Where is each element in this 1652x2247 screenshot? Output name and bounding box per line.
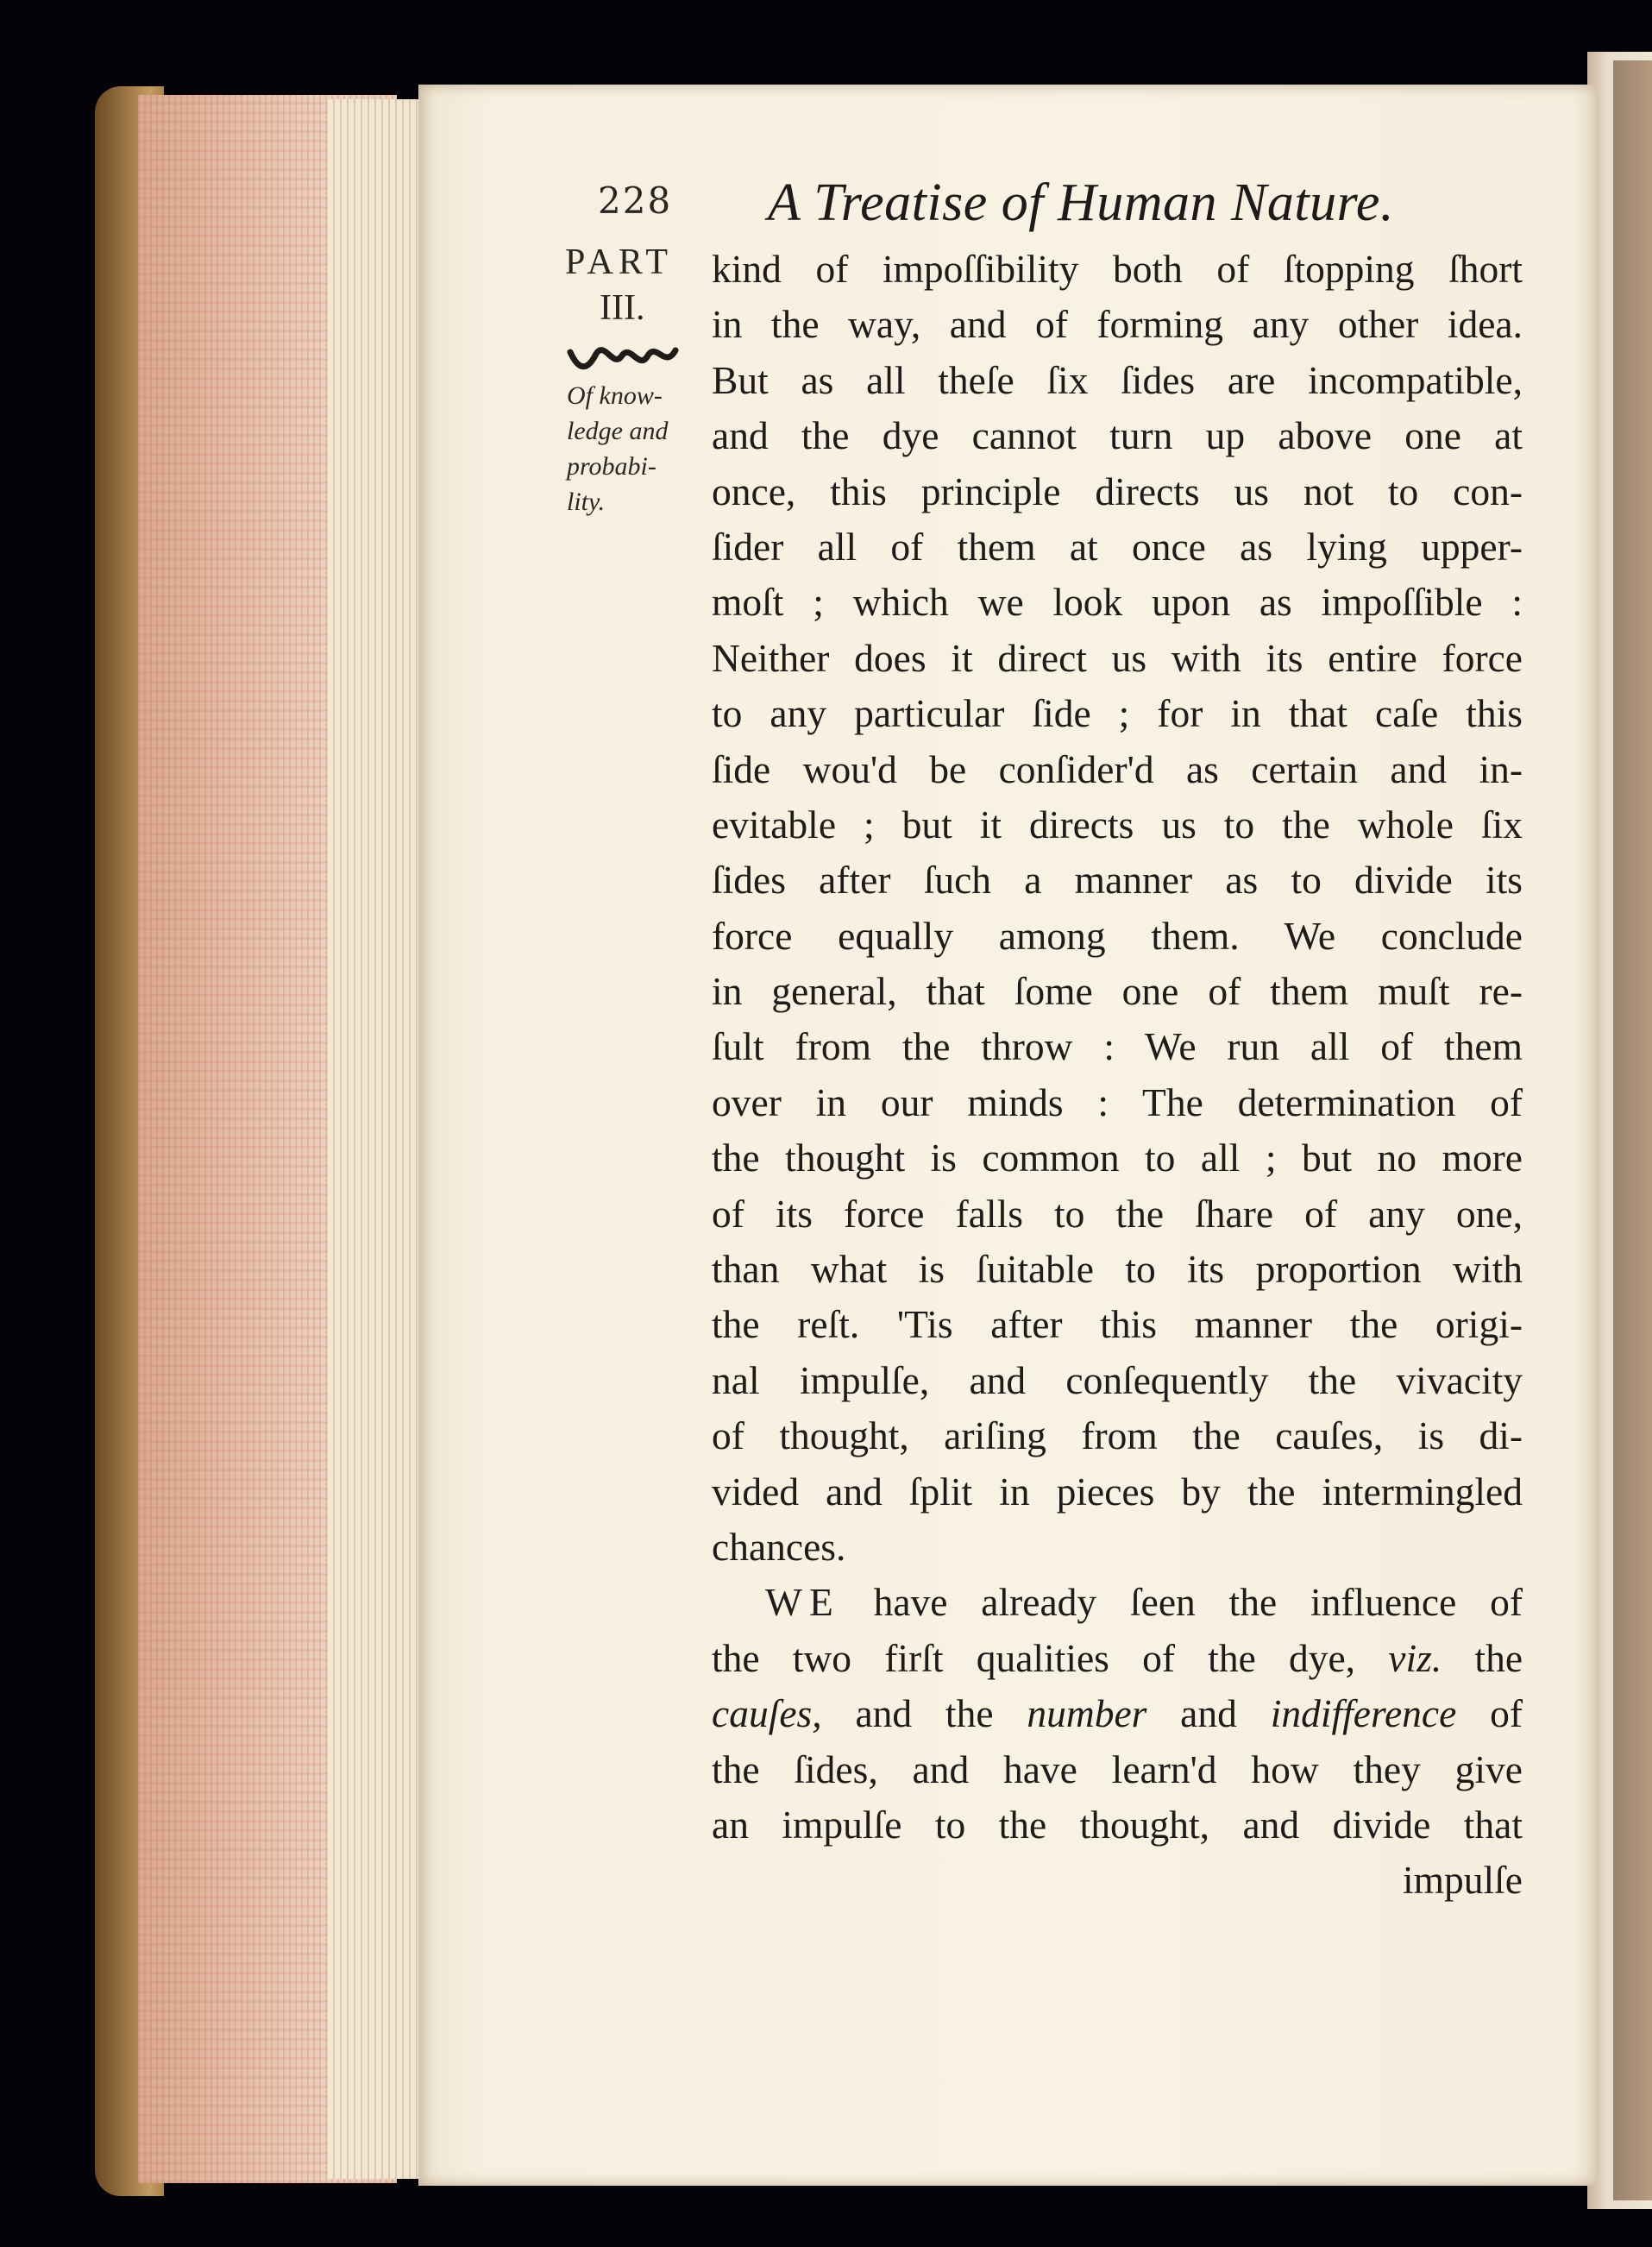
book-page [418,85,1596,2186]
right-cover-edge [1613,60,1652,2200]
text-line: ſider all of them at once as lying upper- [712,524,1523,569]
text-line [712,1631,1523,1686]
margin-note-line: lity. [567,488,606,516]
text-line: kind of impoſſibility both of ſtopping ſhort [712,247,1523,291]
margin-note-line: ledge and [567,417,669,445]
text-line: the thought is common to all ; but no more [712,1136,1523,1180]
text-line: in the way, and of forming any other idea. [712,302,1523,347]
margin-note-line: probabi- [567,452,656,481]
text-line: an impulſe to the thought, and divide that [712,1802,1523,1847]
text-line: vided and ſplit in pieces by the intermingled [712,1469,1523,1514]
text-line: over in our minds : The determination of [712,1079,1523,1124]
text-line: of thought, ariſing from the cauſes, is di- [712,1413,1523,1458]
text-line: ſides after ſuch a manner as to divide its [712,858,1523,903]
text-line [712,1686,1523,1741]
text-fragment: the [1474,1635,1523,1680]
margin-note-line: Of know- [567,381,663,410]
text-line: the ſides, and have learn'd how they give [712,1747,1523,1791]
italic-term: viz. [1388,1635,1442,1680]
italic-term: number [1027,1691,1147,1736]
text-fragment: of [1490,1691,1523,1736]
text-line: ſult from the throw : We run all of them [712,1024,1523,1069]
text-line: ſide wou'd be conſider'd as certain and in- [712,746,1523,791]
text-line: But as all theſe ſix ſides are incompatible, [712,357,1523,402]
text-line: than what is ſuitable to its proportion with [712,1247,1523,1292]
text-line: in general, that ſome one of them muſt re- [712,969,1523,1014]
text-line: force equally among them. We conclude [712,913,1523,958]
running-head [418,173,1596,249]
italic-term: cauſes, [712,1691,822,1736]
text-line: chances. [712,1524,846,1569]
page-number: 228 [598,179,673,222]
margin-note [567,378,696,519]
running-title: A Treatise of Human Nature. [768,173,1394,232]
italic-term: indifference [1270,1691,1457,1736]
text-fragment: the two firſt qualities of the dye, [712,1635,1356,1680]
initial-word: WE [765,1580,840,1625]
text-line: once, this principle directs us not to con- [712,469,1523,513]
text-line: moſt ; which we look upon as impoſſible : [712,580,1523,625]
text-line [712,1575,1523,1630]
text-line: the reſt. 'Tis after this manner the origi- [712,1302,1523,1347]
body-text [712,242,1523,1909]
text-line: to any particular ſide ; for in that caſe this [712,691,1523,736]
text-line: Neither does it direct us with its entire force [712,635,1523,680]
catchword: impulſe [1402,1858,1523,1903]
ornament-icon [567,343,679,376]
margin-part-number: III. [600,288,645,328]
text-fragment: have already ſeen the influence of [873,1580,1523,1625]
page-stack [328,99,423,2179]
text-fragment: and [1180,1691,1237,1736]
text-line: and the dye cannot turn up above one at [712,413,1523,458]
text-line: nal impulſe, and conſequently the vivacity [712,1357,1523,1402]
text-line: evitable ; but it directs us to the whole ſix [712,802,1523,847]
text-line: of its force falls to the ſhare of any one, [712,1191,1523,1236]
text-fragment: and the [855,1691,994,1736]
margin-part-label: PART [565,242,673,282]
